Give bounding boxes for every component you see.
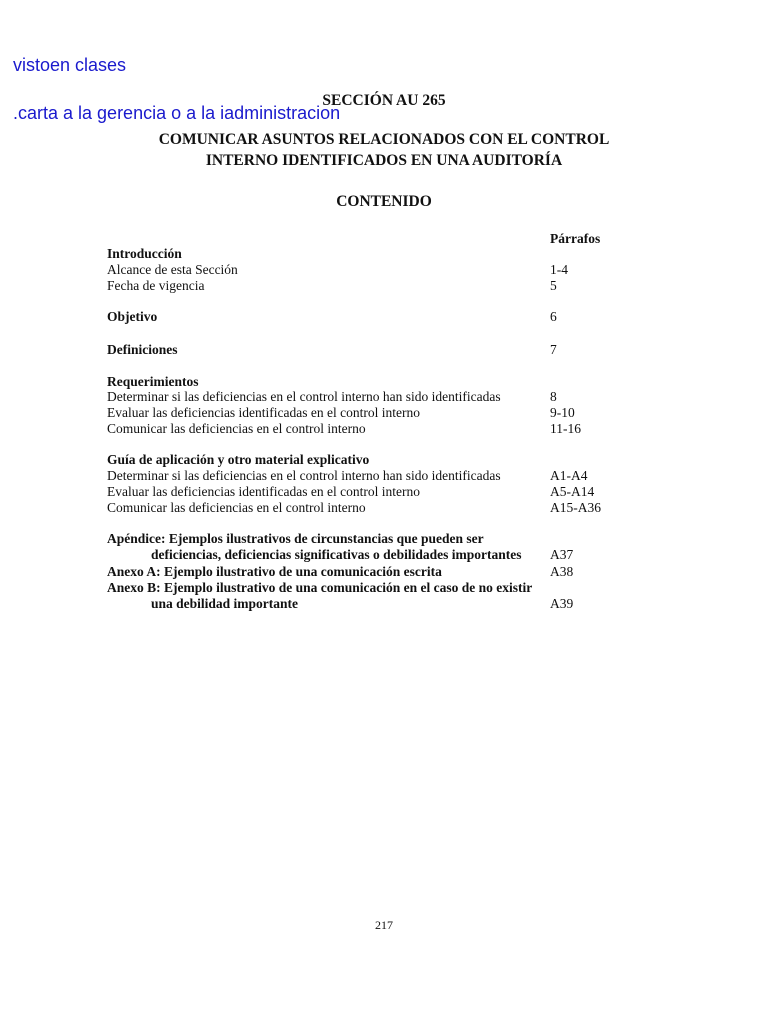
toc-row-paragraphs: A1-A4 bbox=[550, 468, 588, 483]
toc-row-label: Evaluar las deficiencias identificadas en el control interno bbox=[107, 405, 420, 420]
toc-row-paragraphs: A5-A14 bbox=[550, 484, 595, 499]
toc-row-label: Determinar si las deficiencias en el control interno han sido identificadas bbox=[107, 468, 501, 483]
toc-row-paragraphs: A39 bbox=[550, 596, 574, 611]
toc-row-label: Comunicar las deficiencias en el control interno bbox=[107, 421, 366, 436]
toc-heading-label: Guía de aplicación y otro material explicativo bbox=[107, 452, 370, 467]
paragraphs-column-header: Párrafos bbox=[550, 231, 601, 246]
toc-row-label: deficiencias, deficiencias significativas o debilidades importantes bbox=[151, 547, 522, 562]
toc-row-label: Anexo A: Ejemplo ilustrativo de una comunicación escrita bbox=[107, 564, 442, 579]
annotation-line-1: vistoen clases bbox=[13, 55, 127, 75]
toc-row-label: Fecha de vigencia bbox=[107, 278, 205, 293]
toc-heading-label: Introducción bbox=[107, 246, 182, 261]
toc-row-label: Anexo B: Ejemplo ilustrativo de una comunicación en el caso de no existir bbox=[107, 580, 533, 595]
section-title: SECCIÓN AU 265 bbox=[322, 92, 446, 109]
document-title-line-1: COMUNICAR ASUNTOS RELACIONADOS CON EL CONTROL bbox=[158, 131, 610, 148]
toc-row-paragraphs: 5 bbox=[550, 278, 557, 293]
toc-row-label: Determinar si las deficiencias en el control interno han sido identificadas bbox=[107, 389, 501, 404]
page-number: 217 bbox=[375, 918, 393, 932]
toc-heading-label: Requerimientos bbox=[107, 374, 199, 389]
toc-row-paragraphs: 6 bbox=[550, 309, 557, 324]
toc-row-label: Comunicar las deficiencias en el control interno bbox=[107, 500, 366, 515]
toc-row-paragraphs: A38 bbox=[550, 564, 574, 579]
toc-row-label: Evaluar las deficiencias identificadas en el control interno bbox=[107, 484, 420, 499]
toc-row-label: una debilidad importante bbox=[151, 596, 299, 611]
toc-row-paragraphs: 8 bbox=[550, 389, 557, 404]
toc-row-paragraphs: 9-10 bbox=[550, 405, 575, 420]
toc-row-paragraphs: A37 bbox=[550, 547, 574, 562]
document-title-line-2: INTERNO IDENTIFICADOS EN UNA AUDITORÍA bbox=[205, 152, 563, 169]
toc-row-label: Apéndice: Ejemplos ilustrativos de circunstancias que pueden ser bbox=[107, 531, 484, 546]
toc-row-label: Objetivo bbox=[107, 309, 158, 324]
toc-row-label: Alcance de esta Sección bbox=[107, 262, 238, 277]
toc-row-paragraphs: A15-A36 bbox=[550, 500, 601, 515]
toc-row-paragraphs: 1-4 bbox=[550, 262, 568, 277]
contents-heading: CONTENIDO bbox=[336, 193, 432, 210]
toc-row-paragraphs: 7 bbox=[550, 342, 557, 357]
annotation-line-2: .carta a la gerencia o a la iadministracion bbox=[13, 103, 341, 123]
toc-row-label: Definiciones bbox=[107, 342, 178, 357]
toc-row-paragraphs: 11-16 bbox=[550, 421, 581, 436]
